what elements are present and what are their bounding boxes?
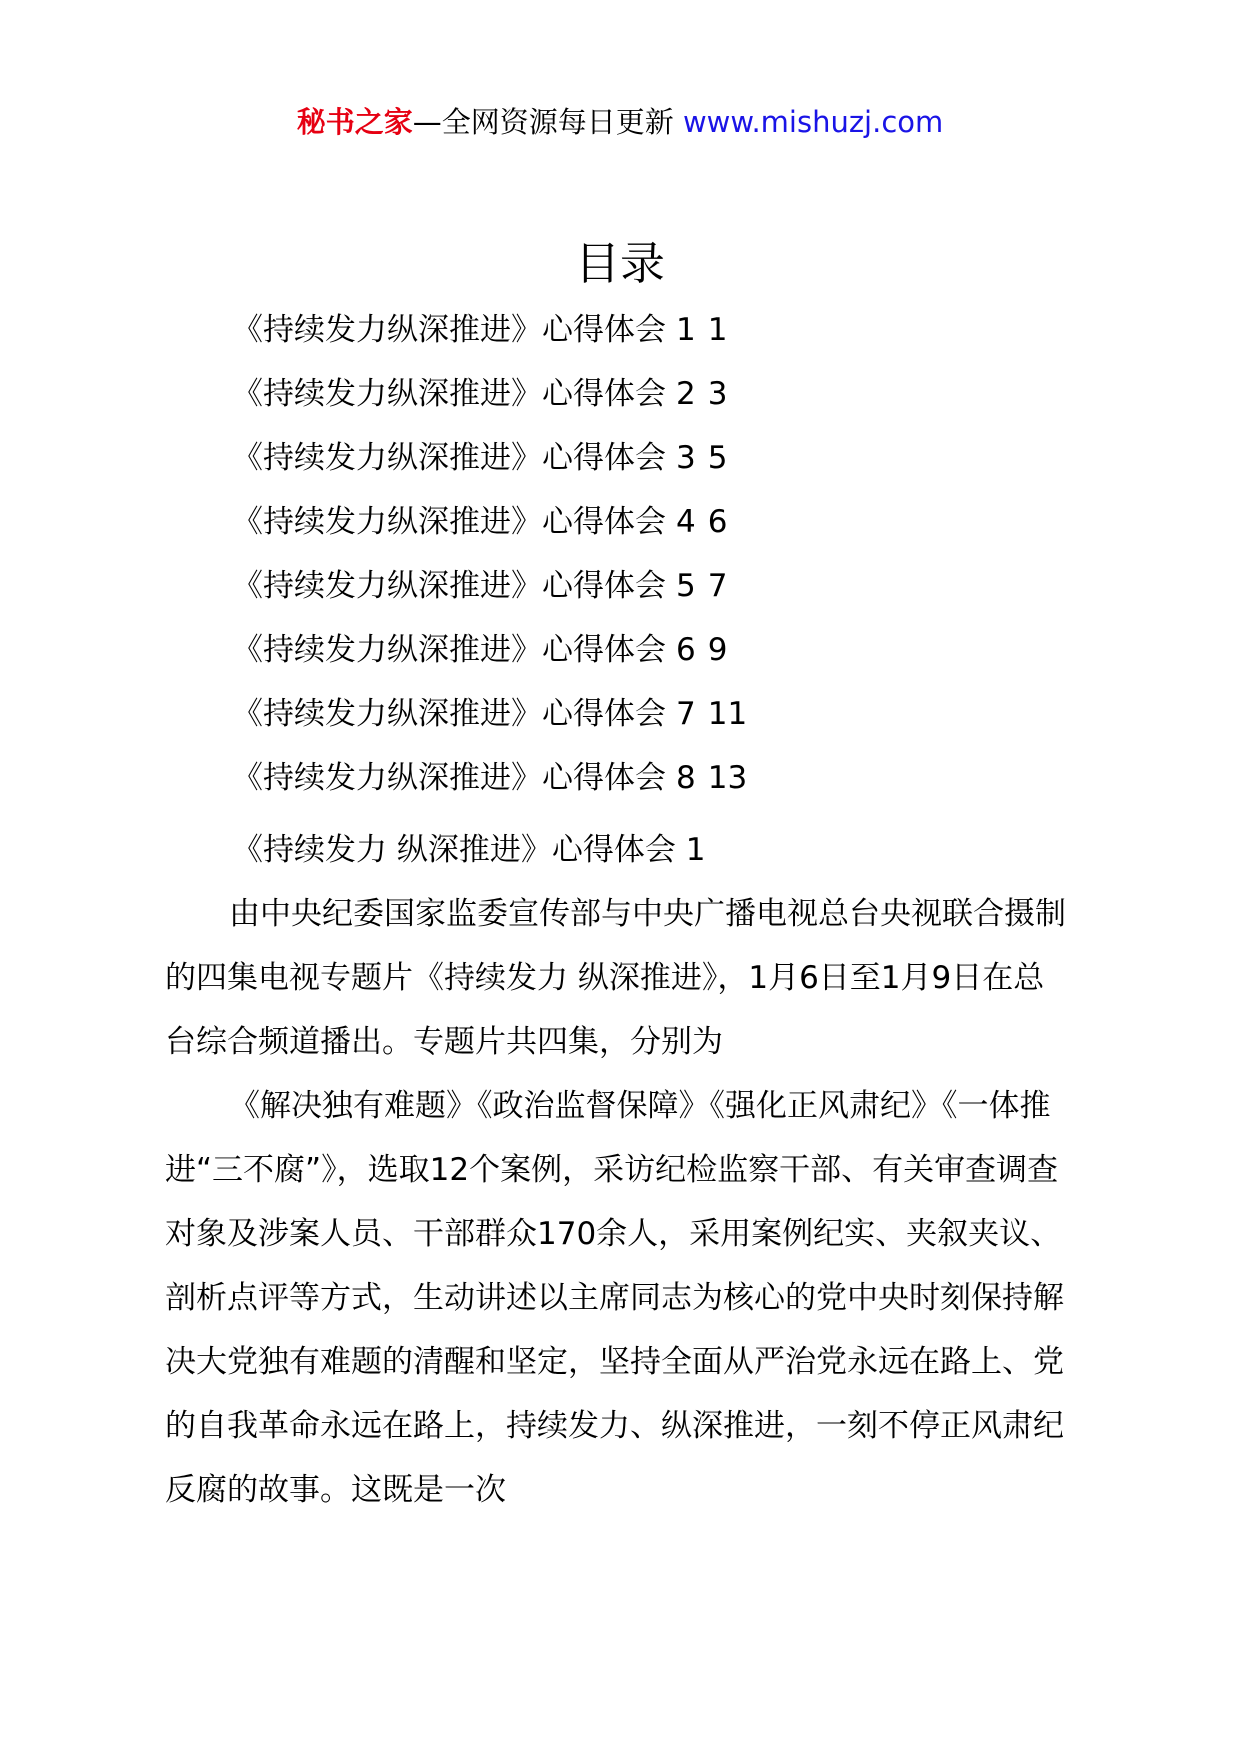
toc-entry-label: 《持续发力纵深推进》心得体会 xyxy=(232,632,666,668)
toc-entry-number: 7 xyxy=(676,696,696,732)
toc-entry-label: 《持续发力纵深推进》心得体会 xyxy=(232,504,666,540)
toc-entry-page: 7 xyxy=(707,568,728,604)
toc-entry-page: 1 xyxy=(707,312,728,348)
toc-entry[interactable] xyxy=(232,682,1092,746)
table-of-contents xyxy=(232,298,1092,810)
toc-entry[interactable] xyxy=(232,426,1092,490)
toc-entry-number: 2 xyxy=(676,376,696,412)
toc-entry-label: 《持续发力纵深推进》心得体会 xyxy=(232,312,666,348)
toc-entry[interactable] xyxy=(232,490,1092,554)
toc-entry[interactable] xyxy=(232,298,1092,362)
article-title: 《持续发力 纵深推进》心得体会 1 xyxy=(232,832,706,868)
toc-entry-label: 《持续发力纵深推进》心得体会 xyxy=(232,376,666,412)
toc-entry-label: 《持续发力纵深推进》心得体会 xyxy=(232,760,666,796)
brand-name: 秘书之家 xyxy=(296,105,413,139)
toc-entry-page: 9 xyxy=(707,632,728,668)
header-tagline: —全网资源每日更新 xyxy=(412,105,674,139)
toc-entry-page: 11 xyxy=(707,696,748,732)
toc-entry[interactable] xyxy=(232,746,1092,810)
body-paragraph: 由中央纪委国家监委宣传部与中央广播电视总台央视联合摄制的四集电视专题片《持续发力 纵深推进》，1月6日至1月9日在总台综合频道播出。专题片共四集，分别为 xyxy=(165,896,1066,1060)
toc-entry-number: 1 xyxy=(676,312,696,348)
toc-entry-label: 《持续发力纵深推进》心得体会 xyxy=(232,440,666,476)
toc-entry-number: 8 xyxy=(676,760,696,796)
site-header xyxy=(0,100,1240,144)
toc-entry-page: 6 xyxy=(707,504,728,540)
toc-entry-page: 5 xyxy=(707,440,728,476)
toc-entry-number: 6 xyxy=(676,632,696,668)
toc-entry-page: 13 xyxy=(707,760,748,796)
toc-entry-label: 《持续发力纵深推进》心得体会 xyxy=(232,696,666,732)
toc-entry-label: 《持续发力纵深推进》心得体会 xyxy=(232,568,666,604)
toc-entry-number: 5 xyxy=(676,568,696,604)
body-paragraph: 《解决独有难题》《政治监督保障》《强化正风肃纪》《一体推进“三不腐”》，选取12个案例，采访纪检监察干部、有关审查调查对象及涉案人员、干部群众170余人，采用案例纪实、夹叙夹议、剖析点评等方式，生动讲述以主席同志为核心的党中央时刻保持解决大党独有难题的清醒和坚定，坚持全面从严治党永远在路上、党的自我革命永远在路上，持续发力、纵深推进，一刻不停正风肃纪反腐的故事。这既是一次 xyxy=(165,1088,1064,1508)
toc-entry-page: 3 xyxy=(707,376,728,412)
toc-entry[interactable] xyxy=(232,554,1092,618)
toc-entry-number: 3 xyxy=(676,440,696,476)
toc-entry-number: 4 xyxy=(676,504,696,540)
toc-entry[interactable] xyxy=(232,362,1092,426)
article-body xyxy=(165,882,1075,1522)
toc-entry[interactable] xyxy=(232,618,1092,682)
site-url-link[interactable]: www.mishuzj.com xyxy=(682,105,944,139)
toc-title: 目录 xyxy=(574,237,665,290)
